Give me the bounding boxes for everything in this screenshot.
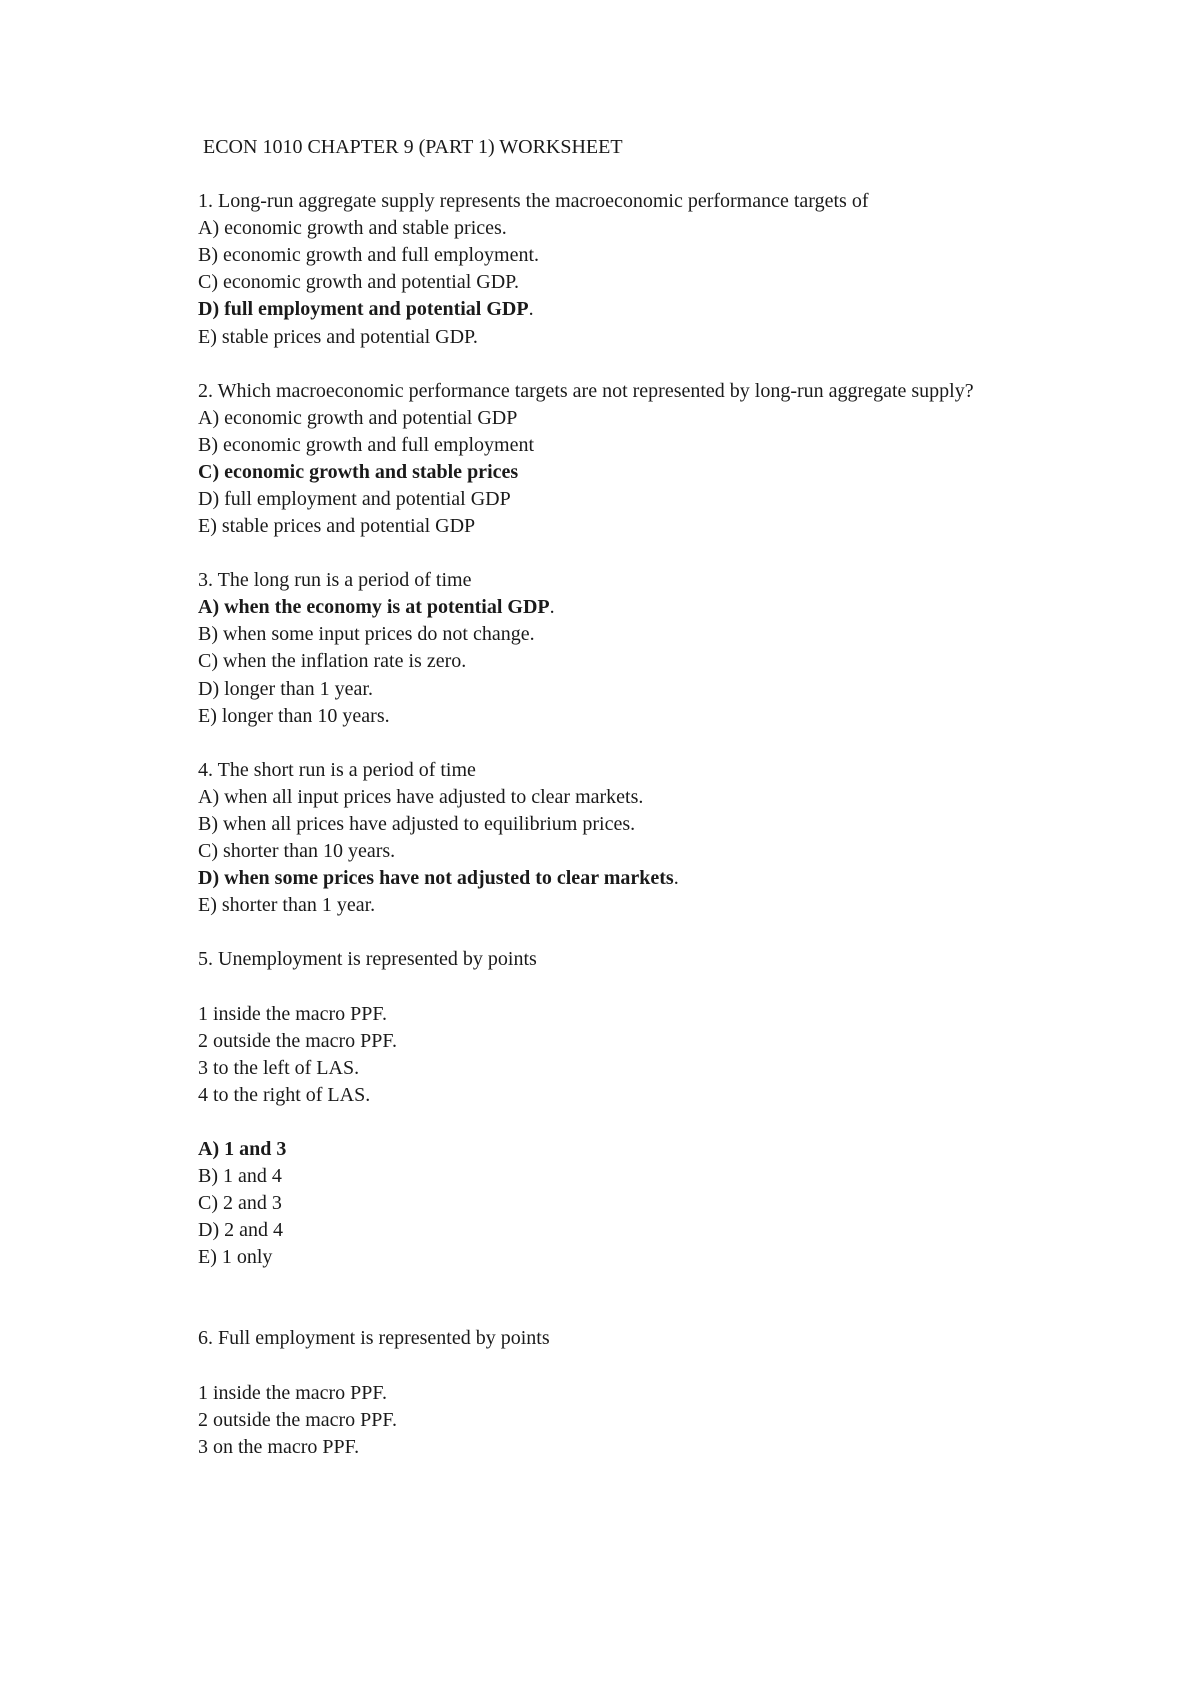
question-1-text: 1. Long-run aggregate supply represents the macroeconomic performance targets of [198,190,869,213]
blank-line [198,919,988,946]
question-2-option-c: C) economic growth and stable prices [198,460,519,483]
question-2-option-e: E) stable prices and potential GDP [198,515,476,538]
question-2-option-b: B) economic growth and full employment [198,433,535,456]
worksheet-content [198,134,988,1461]
question-6-text: 6. Full employment is represented by points [198,1327,550,1350]
question-5-statement-3: 3 to the left of LAS. [198,1056,360,1079]
question-2-option-a: A) economic growth and potential GDP [198,406,518,429]
question-3-text: 3. The long run is a period of time [198,569,472,592]
blank-line [198,1109,988,1136]
question-5-statement-2: 2 outside the macro PPF. [198,1029,397,1052]
blank-line [198,730,988,757]
question-1-option-e: E) stable prices and potential GDP. [198,325,478,348]
question-5-text: 5. Unemployment is represented by points [198,948,537,971]
question-6-statement-1: 1 inside the macro PPF. [198,1381,387,1404]
blank-line [198,540,988,567]
question-1-option-d-text: D) full employment and potential GDP [198,298,529,321]
question-5-option-e: E) 1 only [198,1246,273,1269]
question-3-option-a-suffix: . [549,596,555,619]
question-4-option-c: C) shorter than 10 years. [198,840,396,863]
question-5-option-a: A) 1 and 3 [198,1137,287,1160]
question-3-option-a [198,594,988,621]
blank-line [198,351,988,378]
question-1-option-d-suffix: . [528,298,534,321]
question-1-option-c: C) economic growth and potential GDP. [198,271,520,294]
blank-line [198,1271,988,1298]
question-4-option-e: E) shorter than 1 year. [198,894,376,917]
question-3-option-a-text: A) when the economy is at potential GDP [198,596,550,619]
question-5-statement-1: 1 inside the macro PPF. [198,1002,387,1025]
question-5-option-c: C) 2 and 3 [198,1192,282,1215]
blank-line [198,973,988,1000]
question-4-option-d-text: D) when some prices have not adjusted to clear markets [198,867,674,890]
question-4-text: 4. The short run is a period of time [198,758,476,781]
blank-line [198,161,988,188]
question-3-option-e: E) longer than 10 years. [198,704,390,727]
question-6-statement-3: 3 on the macro PPF. [198,1435,360,1458]
question-1-option-a: A) economic growth and stable prices. [198,217,507,240]
question-5-statement-4: 4 to the right of LAS. [198,1083,371,1106]
question-4-option-d [198,865,988,892]
question-6-statement-2: 2 outside the macro PPF. [198,1408,397,1431]
question-4-option-d-suffix: . [673,867,679,890]
question-1-option-b: B) economic growth and full employment. [198,244,540,267]
question-3-option-d: D) longer than 1 year. [198,677,373,700]
question-4-option-a: A) when all input prices have adjusted to clear markets. [198,785,644,808]
worksheet-title: ECON 1010 CHAPTER 9 (PART 1) WORKSHEET [203,136,623,158]
question-2-option-d: D) full employment and potential GDP [198,488,511,511]
blank-line [198,1353,988,1380]
question-2-text: 2. Which macroeconomic performance targets are not represented by long-run aggregate supply? [198,379,974,402]
blank-line [198,1298,988,1325]
question-1-option-d [198,296,988,323]
question-5-option-d: D) 2 and 4 [198,1219,283,1242]
question-4-option-b: B) when all prices have adjusted to equilibrium prices. [198,812,636,835]
question-3-option-c: C) when the inflation rate is zero. [198,650,467,673]
question-3-option-b: B) when some input prices do not change. [198,623,535,646]
question-5-option-b: B) 1 and 4 [198,1164,282,1187]
